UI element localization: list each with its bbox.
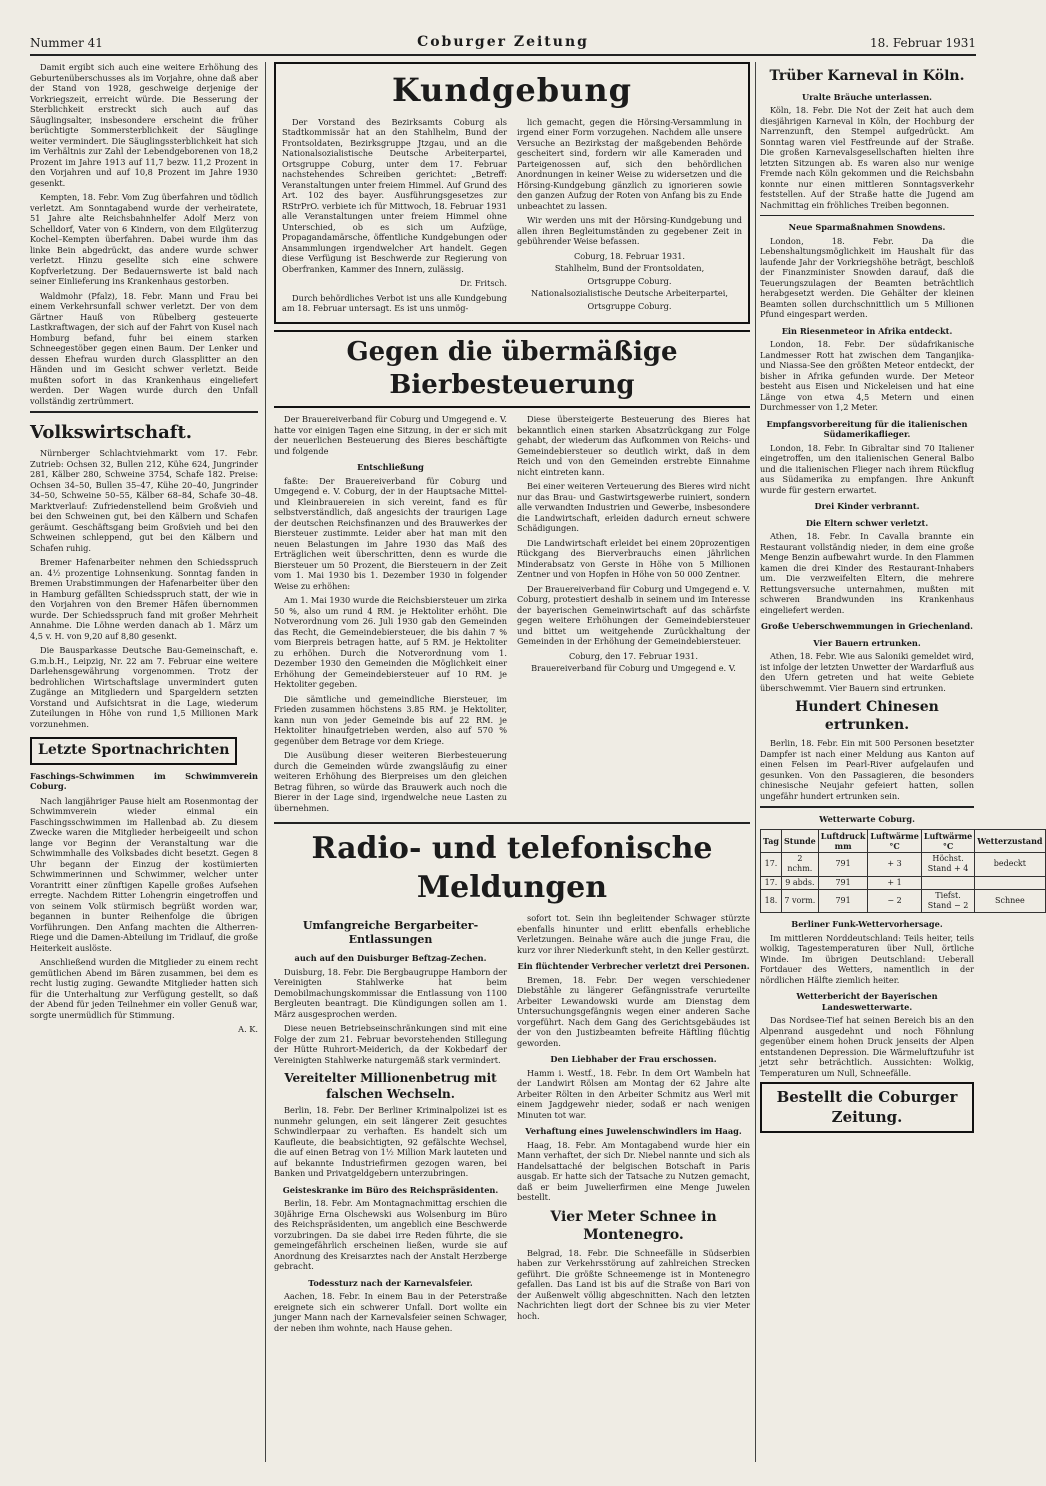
article-text: Nürnberger Schlachtviehmarkt vom 17. Febr. Zutrieb: Ochsen 32, Bullen 212, Kühe 624, Jungrinder 281, Kälber 280, Schweine 3754, Schafe 182. Preise: Ochsen 34–50, Bullen 35–47, Kühe 20–40, Jungrinder 34–50, Schweine 50–55, Kälber 68–84, Schafe 30–48. Marktverlauf: Zufriedenstellend beim Großvieh und bei den Schweinen gut, bei den Kälbern und Schafen geräumt. Geschäftsgang beim Großvieh und bei den Schweinen schleppend, gut bei den Kälbern und Schafen ruhig.: [30, 448, 258, 553]
table-cell: 17.: [761, 876, 782, 889]
article-text: London, 18. Febr. In Gibraltar sind 70 Italiener eingetroffen, um den italienischen General Balbo und die italienischen Flieger nach ihrem Rückflug aus Südamerika zu empfangen. Ihre Ankunft wurde für gestern erwartet.: [760, 442, 974, 495]
article-headline: Wetterbericht der Bayerischen Landeswetterwarte.: [796, 991, 938, 1012]
article-headline: Faschings-Schwimmen im Schwimmverein Coburg.: [30, 770, 258, 792]
article-headline: Drei Kinder verbrannt.: [814, 501, 920, 512]
article-subheadline: auch auf den Duisburger Beftzag-Zechen.: [294, 953, 487, 964]
article-headline: Geisteskranke im Büro des Reichspräsidenten.: [282, 1184, 499, 1195]
article-text: Bei einer weiteren Verteuerung des Bieres wird nicht nur das Brau- und Gastwirtsgewerbe ruiniert, sondern alle verwandten Industrien und Gewerbe, insbesondere die Landwirtschaft, erleiden dadurch erneut schwere Schädigungen.: [517, 481, 750, 534]
article-headline: Berliner Funk-Wettervorhersage.: [791, 919, 943, 930]
section-title: Letzte Sportnachrichten: [30, 737, 237, 765]
table-header: Stunde: [781, 829, 818, 852]
article-text: Am 1. Mai 1930 wurde die Reichsbiersteuer um zirka 50 %, also um rund 4 RM. je Hektoliter erhöht. Die Notverordnung vom 26. Juli 1930 gab den Gemeinden das Recht, die Gemeindebiersteuer, die bis dahin 7 % vom Bierpreis betragen hatte, auf 5 RM. je Hektoliter zu erhöhen. Durch die Notverordnung vom 1. Dezember 1930 den Gemeinden die Möglichkeit einer Erhöhung der Gemeindebiersteuer auf 10 RM. je Hektoliter gegeben.: [274, 595, 507, 690]
masthead: Coburger Zeitung: [417, 34, 589, 50]
article-text: Der Brauereiverband für Coburg und Umgegend e. V. hatte vor einigen Tagen eine Sitzung, in der er sich mit der neuerlichen Besteuerung des Bieres beschäftigte und folgende: [274, 414, 507, 456]
article-text: Das Nordsee-Tief hat seinen Bereich bis an den Alpenrand ausgedehnt und noch Föhnlung gegenüber einem hohen Druck jenseits der Alpen entstandenen Depression. Die Wärmeluftzufuhr ist jetzt sehr beträchtlich. Aussichten: Wolkig, Temperaturen um Null, Schneefälle.: [760, 1015, 974, 1078]
article-headline: Kundgebung: [391, 71, 633, 109]
article-text: Duisburg, 18. Febr. Die Bergbaugruppe Hamborn der Vereinigten Stahlwerke hat beim Demobilmachungskommissar die Entlassung von 1100 Bergleuten beantragt. Die Kündigungen sollen am 1. März ausgesprochen werden.: [274, 966, 507, 1019]
article-text: Wir werden uns mit der Hörsing-Kundgebung und allen ihren Begleitumständen zu gegebener Zeit in gebührender Weise befassen.: [517, 215, 742, 247]
article-text: Damit ergibt sich auch eine weitere Erhöhung des Geburtenüberschusses als im Vorjahre, ohne daß aber der Stand von 1928, geschweige derjenige der Vorkriegszeit, erreicht würde. Die Besserung der Sterblichkeit erstreckt sich auch auf das Säuglingsalter, insbesondere erscheint die früher berüchtigte Sommersterblichkeit der Säuglinge weiter vermindert. Die Säuglingssterblichkeit hat sich im Verhältnis zur Zahl der Lebendgeborenen von 18,2 Prozent im Jahre 1913 auf 11,7 bezw. 11,2 Prozent in den Vorjahren und auf 10,8 Prozent im Jahre 1930 gesenkt.: [30, 62, 258, 188]
table-row: [761, 853, 1046, 876]
signature: Dr. Fritsch.: [460, 278, 507, 289]
article-text: Köln, 18. Febr. Die Not der Zeit hat auch dem diesjährigen Karneval in Köln, der Hochburg der Narrenzunft, den Stempel aufgedrückt. Am Sonntag waren viel Festfreunde auf der Straße. Die großen Karnevalsgesellschaften hielten ihre letzten Sitzungen ab. Es waren also nur wenige Fremde nach Köln gekommen und die Reichsbahn konnte nur einen mittleren Sonntagsverkehr feststellen. Auf der Straße hatte die Jugend am Nachmittag ein fröhliches Treiben begonnen.: [760, 105, 974, 210]
article-headline: Gegen die übermäßige Bierbesteuerung: [274, 330, 750, 409]
article-text: Die Landwirtschaft erleidet bei einem 20prozentigen Rückgang des Bierverbrauchs einen jährlichen Minderabsatz von Gerste in Höhe von 5 Millionen Zentner und von Hopfen in Höhe von 50 000 Zentner.: [517, 537, 750, 580]
section-title: Volkswirtschaft.: [30, 422, 193, 443]
signature: Ortsgruppe Coburg.: [587, 300, 672, 311]
article-text: Belgrad, 18. Febr. Die Schneefälle in Südserbien haben zur Verkehrsstörung auf zahlreichen Strecken geführt. Die größte Schneemenge ist in Montenegro gefallen. Das Land ist bis auf die Straße von Bari von der Außenwelt völlig abgeschnitten. Nach den letzten Nachrichten liegt dort der Schnee bis zu vier Meter hoch.: [517, 1247, 750, 1321]
article-text: Die sämtliche und gemeindliche Biersteuer, im Frieden zusammen höchstens 3.85 RM. je Hektoliter, kann nun von jeder Gemeinde bis auf 22 RM. je Hektoliter hinaufgetrieben werden, also auf 570 % gegenüber dem Betrage vor dem Kriege.: [274, 693, 507, 746]
left-column: [30, 62, 258, 1464]
article-subheadline: Die Eltern schwer verletzt.: [805, 517, 929, 528]
table-cell: 7 vorm.: [781, 889, 818, 912]
article-text: Nach langjähriger Pause hielt am Rosenmontag der Schwimmverein wieder einmal ein Faschingsschwimmen im Hallenbad ab. Zu diesem Zwecke waren die Mitglieder herbeigeeilt und schon lange vor Beginn der Veranstaltung war die Schwimmhalle des Volksbades dicht besetzt. Gegen 8 Uhr begann der Einzug der kostümierten Schwimmerinnen und Schwimmer, welcher unter Vorantritt einer zünftigen Kapelle großes Aufsehen erregte. Nachdem Ritter Lohengrin eingetroffen und von seinem Volk stürmisch begrüßt worden war, begannen in bunter Reihenfolge die übrigen Vorführungen. Den Anfang machten die Altherren-Riege und die Damen-Abteilung im Tridlauf, die große Heiterkeit auslöste.: [30, 795, 258, 953]
table-header: Luftwärme °C: [921, 829, 974, 852]
dateline: Coburg, 18. Februar 1931.: [573, 250, 686, 261]
article-headline: Ein flüchtender Verbrecher verletzt drei Personen.: [517, 961, 750, 972]
article-headline: Vereitelter Millionenbetrug mit falschen Wechseln.: [284, 1071, 497, 1101]
signature: Ortsgruppe Coburg.: [587, 275, 672, 286]
author-sign: A. K.: [238, 1024, 258, 1035]
article-text: Durch behördliches Verbot ist uns alle Kundgebung am 18. Februar untersagt. Es ist uns unmög-: [282, 292, 507, 314]
article-text: Waldmohr (Pfalz), 18. Febr. Mann und Frau bei einem Verkehrsunfall schwer verletzt. Der von dem Gärtner Hauß von Rübelberg gesteuerte Lastkraftwagen, der sich auf der Fahrt von Kusel nach Homburg befand, fuhr bei einem starken Schneegestöber gegen einen Baum. Der Lenker und dessen Ehefrau wurden durch Glassplitter an den Händen und im Gesicht schwer verletzt. Beide mußten sofort in das Krankenhaus eingeliefert werden. Der Wagen wurde durch den Unfall vollständig zertrümmert.: [30, 290, 258, 406]
table-cell: [975, 876, 1045, 889]
center-column: [274, 62, 750, 1464]
table-cell: 2 nchm.: [781, 853, 818, 876]
page-header: [30, 34, 976, 56]
table-cell: 17.: [761, 853, 782, 876]
divider: [30, 411, 258, 413]
table-cell: bedeckt: [975, 853, 1045, 876]
article-headline: Umfangreiche Bergarbeiter-Entlassungen: [302, 919, 479, 947]
article-headline: Empfangsvorbereitung für die italienischen Südamerikaflieger.: [766, 418, 968, 440]
article-headline: Todessturz nach der Karnevalsfeier.: [308, 1277, 473, 1288]
article-text: Berlin, 18. Febr. Am Montagnachmittag erschien die 30jährige Erna Olschewski aus Wolsenburg im Büro des Reichspräsidenten, um angeblich eine Beschwerde vorzubringen. Da sie dabei irre Reden führte, die sie gemeingefährlich erscheinen ließen, wurde sie auf Anordnung des Kreisarztes nach der Anstalt Herzberge gebracht.: [274, 1198, 507, 1272]
signature: Stahlhelm, Bund der Frontsoldaten,: [554, 263, 705, 274]
article-text: Anschließend wurden die Mitglieder zu einem recht gemütlichen Abend im Bären zusammen, bei dem es recht lustig zuging. Gewandte Mitglieder hatten sich für die Unterhaltung zur Verfügung gestellt, so daß der Abend für jeden Teilnehmer ein voller Genuß war, sorgte unermüdlich für Stimmung.: [30, 957, 258, 1020]
article-text: Im mittleren Norddeutschland: Teils heiter, teils wolkig, Tagestemperaturen über Null, örtliche Winde. Im übrigen Deutschland: Ueberall Fortdauer des Wetters, namentlich in der nördlichen Hälfte ziemlich heiter.: [760, 932, 974, 985]
article-headline: Hundert Chinesen ertrunken.: [795, 699, 939, 734]
table-cell: + 1: [868, 876, 921, 889]
table-cell: 791: [818, 876, 868, 889]
article-text: Die Ausübung dieser weiteren Bierbesteuerung durch die Gemeinden würde zwangsläufig zu einer weiteren Erhöhung des Bierpreises um den gleichen Betrag führen, so würde das Brauwerk auch noch die Bierer in der Lage sind, irgendwelche neue Lasten zu übernehmen.: [274, 750, 507, 813]
article-text: lich gemacht, gegen die Hörsing-Versammlung in irgend einer Form vorzugehen. Nachdem alle unsere Versuche an Bezirkstag der maßgebenden Behörde gescheitert sind, fordern wir alle Kameraden und Parteigenossen auf, sich den behördlichen Anordnungen in keiner Weise zu widersetzen und die Hörsing-Kundgebung gänzlich zu ignorieren sowie den ganzen Aufzug der Roten von Anfang bis zu Ende unbeachtet zu lassen.: [517, 116, 742, 211]
article-text: Aachen, 18. Febr. In einem Bau in der Peterstraße ereignete sich ein schwerer Unfall. Dort wollte ein junger Mann nach der Karnevalsfeier seinen Schwager, der neben ihm wohnte, nach Hause gehen.: [274, 1291, 507, 1333]
article-text: Der Brauereiverband für Coburg und Umgegend e. V. Coburg, protestiert deshalb in seinem und im Interesse der bayerischen Gemeinwirtschaft auf das schärfste gegen weitere Erhöhungen der Gemeindebiersteuer und bittet um weitgehende Zurückhaltung der Gemeinden in der Erhöhung der Gemeindebiersteuer.: [517, 583, 750, 647]
weather-title: Wetterwarte Coburg.: [819, 814, 915, 825]
article-headline: Den Liebhaber der Frau erschossen.: [550, 1054, 717, 1065]
article-headline: Trüber Karneval in Köln.: [769, 68, 965, 84]
subheading: Entschließung: [357, 462, 424, 473]
article-headline: Verhaftung eines Juwelenschwindlers im Haag.: [525, 1126, 742, 1137]
article-text: Berlin, 18. Febr. Der Berliner Kriminalpolizei ist es nunmehr gelungen, ein seit längerer Zeit gesuchtes Schwindlerpaar zu verhaften. Es handelt sich um Kaufleute, die beabsichtigten, 92 gefälschte Wechsel, die auf einen Betrag von 1½ Million Mark lauteten und auf bekannte Industriefirmen gezogen waren, bei Banken und Privatgeldgebern unterzubringen.: [274, 1105, 507, 1179]
article-headline: Neue Sparmaßnahmen Snowdens.: [788, 222, 946, 233]
table-header: Luftwärme °C: [868, 829, 921, 852]
divider: [760, 806, 974, 808]
issue-date: 18. Februar 1931: [869, 36, 976, 50]
table-header: Tag: [761, 829, 782, 852]
article-text: London, 18. Febr. Da die Lebenshaltungsmöglichkeit im Haushalt für das laufende Jahr der Vorkriegshöhe beträgt, beschloß der Finanzminister Snowden darauf, daß die Teuerungszulagen der Beamten beträchtlich herabgesetzt werden. Die Gehälter der kleinen Beamten sollen durchschnittlich um 5 Millionen Pfund eingespart werden.: [760, 235, 974, 320]
article-text: Hamm i. Westf., 18. Febr. In dem Ort Wambeln hat der Landwirt Rölsen am Montag der 62 Jahre alte Arbeiter Rölten in den Arbeiter Schmitz aus Werl mit einem Jagdgewehr nieder, sodaß er nach wenigen Minuten tot war.: [517, 1067, 750, 1120]
signature: Nationalsozialistische Deutsche Arbeiterpartei,: [531, 288, 728, 299]
article-text: Diese übersteigerte Besteuerung des Bieres hat bekanntlich einen starken Absatzrückgang zur Folge gehabt, der wiederum das Aufkommen von Reichs- und Gemeindebiersteuer so deutlich wirkt, daß in dem Reich und von den Gemeinden erstrebte Einnahme nicht eintreten kann.: [517, 414, 750, 477]
article-headline: Große Ueberschwemmungen in Griechenland.: [761, 621, 973, 632]
divider: [760, 215, 974, 216]
article-text: Kempten, 18. Febr. Vom Zug überfahren und tödlich verletzt. Am Sonntagabend wurde der verheiratete, 51 Jahre alte Reichsbahnhelfer Adolf Merz von Schelldorf, Vater von 6 Kindern, von dem Eilgüterzug Kochel–Kempten überfahren. Dabei wurde ihm das linke Bein abgedrückt, das andere wurde schwer verletzt. Hinzu gesellte sich eine schwere Kopfverletzung. Der Bedauernswerte ist bald nach seiner Einlieferung ins Krankenhaus gestorben.: [30, 192, 258, 286]
article-text: Haag, 18. Febr. Am Montagabend wurde hier ein Mann verhaftet, der sich Dr. Niebel nannte und sich als Handelsattaché der belgischen Botschaft in Paris ausgab. Er hatte sich der Tatsache zu Nutzen gemacht, daß er beim Juwelierfirmen eine Menge Juwelen bestellt.: [517, 1139, 750, 1203]
article-text: faßte: Der Brauereiverband für Coburg und Umgegend e. V. Coburg, der in der Hauptsache Mittel- und Kleinbrauereien in sich vereint, fand es für selbstverständlich, daß angesichts der traurigen Lage der deutschen Reichsfinanzen und des Brauwerkes der Biersteuer zustimmte. Leider aber hat man mit den neuen Belastungen im Jahre 1930 das Maß des Erträglichen weit überschritten, denn es wurde die Biersteuer um 50 Prozent, die Biersteuern in der Zeit vom 1. Mai 1930 bis 1. Dezember 1930 in folgender Weise zu erhöhen:: [274, 475, 507, 591]
article-text: sofort tot. Sein ihn begleitender Schwager stürzte ebenfalls hinunter und erlitt ebenfalls erhebliche Verletzungen. Beinahe wäre auch die junge Frau, die kurz vor ihrer Niederkunft steht, in den Keller gestürzt.: [517, 913, 750, 955]
article-text: Die Bausparkasse Deutsche Bau-Gemeinschaft, e. G.m.b.H., Leipzig, Nr. 22 am 7. Februar eine weitere Darlehensgewährung vorgenommen. Trotz der bedrohlichen Wirtschaftslage unvermindert guten Zugänge an Mitgliedern und Spargeldern setzten Vorstand und Aufsichtsrat in die Lage, wiederum Zuteilungen in Höhe von rund 1,5 Millionen Mark vorzunehmen.: [30, 645, 258, 729]
table-header: Wetterzustand: [975, 829, 1045, 852]
table-cell: + 3: [868, 853, 921, 876]
article-text: Berlin, 18. Febr. Ein mit 500 Personen besetzter Dampfer ist nach einer Meldung aus Kanton auf einen Felsen im Pearl-River aufgelaufen und gesunken. Von den Passagieren, die besonders chinesische Neujahr gefeiert hatten, sollen ungefähr hundert ertrunken sein.: [760, 738, 974, 801]
issue-number: Nummer 41: [30, 36, 103, 50]
section-title: Radio- und telefonische Meldungen: [311, 831, 713, 905]
table-row: [761, 889, 1046, 912]
kundgebung-box: [274, 62, 750, 324]
article-subheadline: Uralte Bräuche unterlassen.: [801, 91, 933, 102]
article-headline: Ein Riesenmeteor in Afrika entdeckt.: [781, 325, 953, 336]
table-cell: 18.: [761, 889, 782, 912]
table-cell: Schnee: [975, 889, 1045, 912]
article-text: Athen, 18. Febr. Wie aus Saloniki gemeldet wird, ist infolge der letzten Unwetter der Wardarfluß aus den Ufern getreten und hat weite Gebiete überschwemmt. Vier Bauern sind ertrunken.: [760, 651, 974, 693]
divider: [274, 822, 750, 824]
table-cell: 9 abds.: [781, 876, 818, 889]
article-text: Athen, 18. Febr. In Cavalla brannte ein Restaurant vollständig nieder, in dem eine große Menge Benzin aufbewahrt wurde. In den Flammen kamen die drei Kinder des Restaurant-Inhabers um. Die verzweifelten Eltern, die mehrere Rettungsversuche unternahmen, mußten mit schweren Brandwunden ins Krankenhaus eingeliefert werden.: [760, 531, 974, 615]
dateline: Coburg, den 17. Februar 1931.: [569, 650, 698, 661]
table-cell: 791: [818, 853, 868, 876]
column-divider: [755, 62, 756, 1462]
subscription-ad: Bestellt die Coburger Zeitung.: [760, 1082, 974, 1132]
table-row: [761, 876, 1046, 889]
article-text: Bremer Hafenarbeiter nehmen den Schiedsspruch an. 4½ prozentige Lohnsenkung. Sonntag fanden in Bremen Urabstimmungen der Hafenarbeiter über den in Hamburg gefällten Schiedsspruch statt, der wie in den Vorjahren von den Bremer Häfen übernommen wurde. Der Schiedsspruch fand mit großer Mehrheit Annahme. Die Löhne werden danach ab 1. März um 4,5 v. H. von 9,20 auf 8,80 gesenkt.: [30, 557, 258, 641]
table-cell: − 2: [868, 889, 921, 912]
table-cell: 791: [818, 889, 868, 912]
article-text: Bremen, 18. Febr. Der wegen verschiedener Diebstähle zu längerer Gefängnisstrafe verurteilte Arbeiter Lewandowski wurde am Dienstag dem Untersuchungsgefängnis wegen einer anderen Sache vorgeführt. Nach dem Gang des Gerichtsgebäudes ist der von den Justizbeamten befreite Häftling flüchtig geworden.: [517, 974, 750, 1048]
right-column: [760, 62, 1043, 1464]
article-subheadline: Vier Bauern ertrunken.: [813, 637, 921, 648]
table-cell: Höchst. Stand + 4: [921, 853, 974, 876]
weather-table: [760, 829, 1046, 914]
table-cell: Tiefst. Stand − 2: [921, 889, 974, 912]
column-divider: [265, 62, 266, 1462]
article-text: Diese neuen Betriebseinschränkungen sind mit eine Folge der zum 21. Februar bevorstehenden Stillegung der Hütte Ruhrort-Meiderich, da der Kokbedarf der Vereinigten Stahlwerke naturgemäß stark vermindert.: [274, 1023, 507, 1065]
article-headline: Vier Meter Schnee in Montenegro.: [550, 1208, 717, 1243]
table-header: Luftdruck mm: [818, 829, 868, 852]
article-text: Der Vorstand des Bezirksamts Coburg als Stadtkommissär hat an den Stahlhelm, Bund der Frontsoldaten, Bezirksgruppe Jtzgau, und an die Nationalsozialistische Deutsche Arbeiterpartei, Ortsgruppe Coburg, unter dem 17. Februar nachstehendes Schreiben gerichtet: „Betreff: Veranstaltungen unter freiem Himmel. Auf Grund des Art. 102 des bayer. Ausführungsgesetzes zur RStrPrO. verbiete ich für Mittwoch, 18. Februar 1931 alle Veranstaltungen unter freiem Himmel ohne Unterschied, ob es sich um Aufzüge, Propagandamärsche, öffentliche Kundgebungen oder Ansammlungen irgendwelcher Art handelt. Gegen diese Verfügung ist Beschwerde zur Regierung von Oberfranken, Kammer des Innern, zulässig.: [282, 116, 507, 274]
article-text: London, 18. Febr. Der südafrikanische Landmesser Rott hat zwischen dem Tanganjika- und Niassa-See den größten Meteor entdeckt, der bisher in Afrika gefunden wurde. Der Meteor besteht aus Eisen und Nickeleisen und hat eine Länge von etwa 4,5 Metern und einen Durchmesser von 1,2 Meter.: [760, 339, 974, 413]
table-cell: [921, 876, 974, 889]
signature: Brauereiverband für Coburg und Umgegend e. V.: [531, 663, 736, 674]
